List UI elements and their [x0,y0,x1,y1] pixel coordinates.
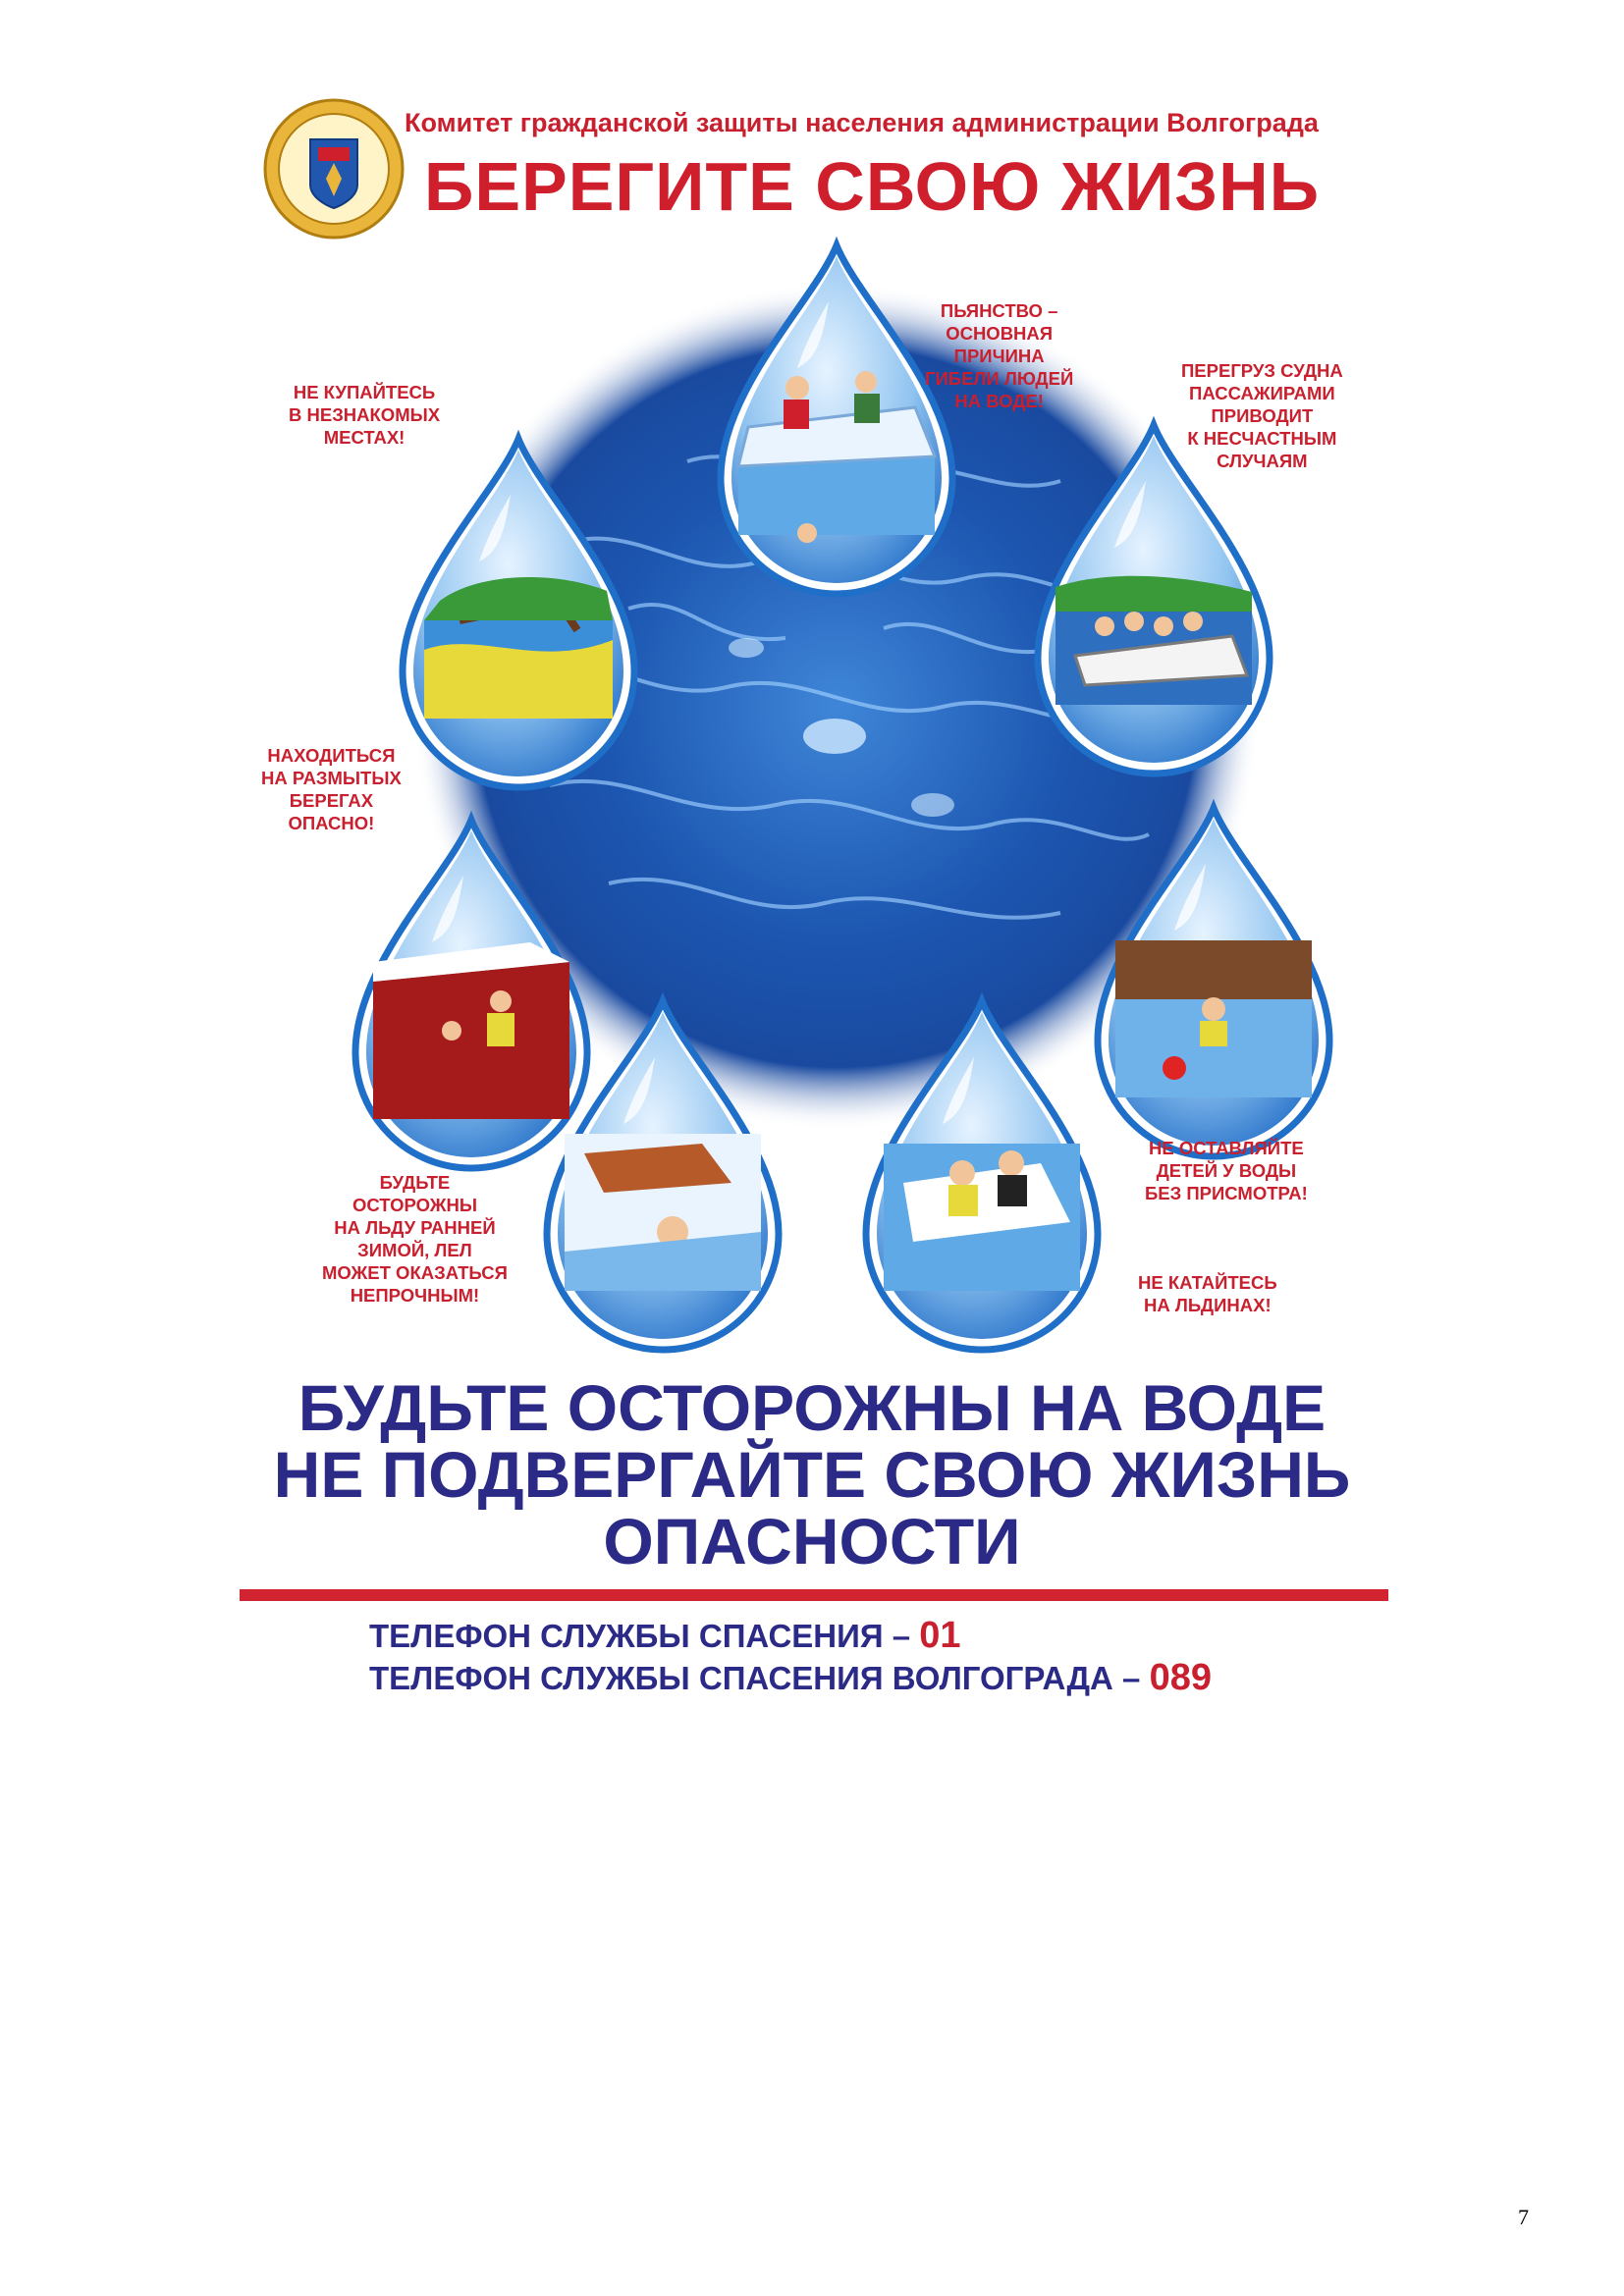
caption-line: ОСТОРОЖНЫ [352,1195,477,1215]
emblem-logo [265,100,403,238]
caption-line: К НЕСЧАСТНЫМ [1187,428,1337,449]
caption-line: МЕСТАХ! [323,427,406,448]
caption-washed-banks [261,744,402,834]
phone-number: 089 [1149,1657,1212,1698]
page-number: 7 [1518,2205,1529,2229]
caption-line: МОЖЕТ ОКАЗАТЬСЯ [322,1262,508,1283]
caption-line: ДЕТЕЙ У ВОДЫ [1156,1160,1297,1181]
caption-line: НА ЛЬДИНАХ! [1144,1295,1272,1315]
caption-line: ПЕРЕГРУЗ СУДНА [1181,360,1343,381]
caption-line: НА ВОДЕ! [954,391,1044,411]
caption-thin-ice [322,1171,508,1307]
caption-line: СЛУЧАЯМ [1217,451,1308,471]
safety-slogan [196,1371,1428,1577]
caption-line: НА РАЗМЫТЫХ [261,768,402,788]
rescue-phone-line [369,1615,961,1657]
caption-line: НЕ КУПАЙТЕСЬ [293,382,436,402]
phone-label: ТЕЛЕФОН СЛУЖБЫ СПАСЕНИЯ – [369,1618,920,1654]
caption-line: БЕЗ ПРИСМОТРА! [1145,1183,1308,1203]
caption-line: ЗИМОЙ, ЛЕЛ [357,1240,472,1260]
caption-line: ОСНОВНАЯ [946,323,1054,344]
caption-line: ОПАСНО! [288,813,375,833]
caption-line: НЕ ОСТАВЛЯЙТЕ [1149,1138,1304,1158]
caption-drinking [925,299,1073,412]
caption-children [1145,1137,1308,1204]
slogan-line: НЕ ПОДВЕРГАЙТЕ СВОЮ ЖИЗНЬ [273,1438,1351,1511]
caption-overloaded-boat [1181,359,1343,472]
slogan-line: ОПАСНОСТИ [603,1505,1021,1577]
caption-line: В НЕЗНАКОМЫХ [289,404,441,425]
caption-ice-floes [1138,1271,1277,1316]
volgograd-rescue-phone-line [369,1657,1212,1699]
poster-title: БЕРЕГИТЕ СВОЮ ЖИЗНЬ [424,148,1321,225]
caption-line: ПАССАЖИРАМИ [1189,383,1335,403]
caption-line: БУДЬТЕ [379,1172,451,1193]
phone-number: 01 [919,1615,961,1656]
caption-line: НЕПРОЧНЫМ! [350,1285,480,1306]
slogan-line: БУДЬТЕ ОСТОРОЖНЫ НА ВОДЕ [298,1371,1326,1444]
caption-line: НЕ КАТАЙТЕСЬ [1138,1272,1277,1293]
caption-line: ПЬЯНСТВО – [940,300,1058,321]
committee-name: Комитет гражданской защиты населения администрации Волгограда [405,108,1319,137]
caption-line: БЕРЕГАХ [289,790,374,811]
caption-line: ПРИВОДИТ [1211,405,1314,426]
caption-line: НА ЛЬДУ РАННЕЙ [334,1217,496,1238]
phone-label: ТЕЛЕФОН СЛУЖБЫ СПАСЕНИЯ ВОЛГОГРАДА – [369,1660,1150,1696]
caption-line: ГИБЕЛИ ЛЮДЕЙ [925,368,1074,389]
divider [240,1589,1388,1601]
caption-line: ПРИЧИНА [953,346,1045,366]
caption-unknown-places [289,381,440,449]
caption-line: НАХОДИТЬСЯ [267,745,396,766]
